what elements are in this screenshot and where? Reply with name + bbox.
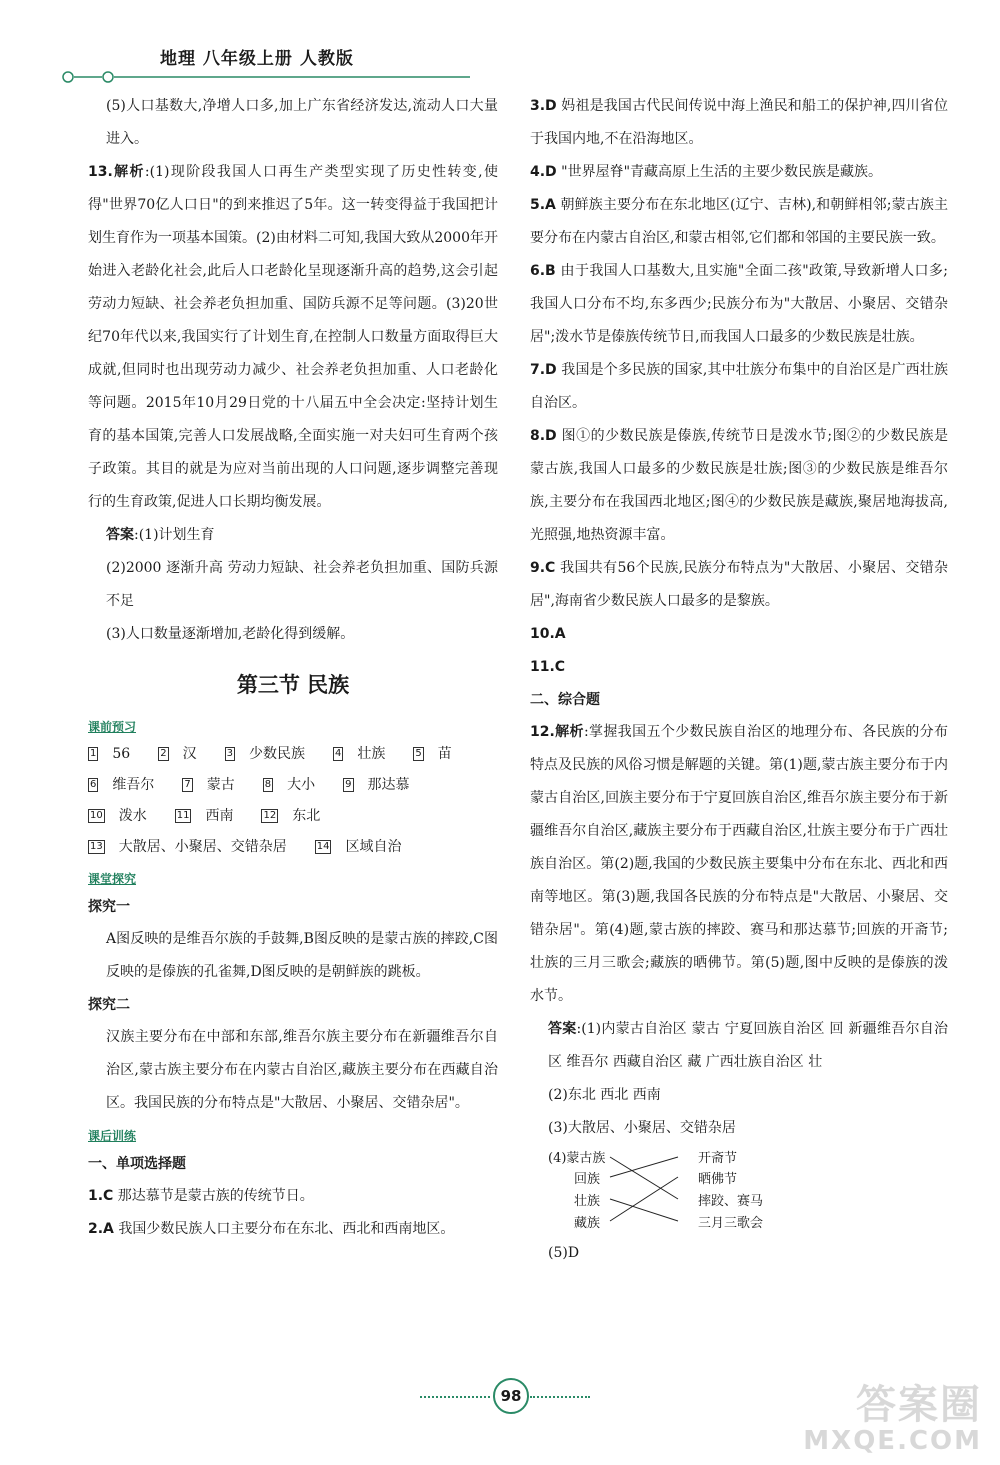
section-title: 第三节 民族: [236, 673, 350, 697]
match-left-4: 藏族: [574, 1216, 601, 1231]
q12-text: :掌握我国五个少数民族自治区的地理分布、各民族的分布特点及民族的风俗习惯是解题的关键。第(1)题,蒙古族主要分布于内蒙古自治区,回族主要分布于宁夏回族自治区,维吾尔族主要分布于新疆维吾尔自治区,藏族主要分布于西藏自治区,壮族主要分布于广西壮族自治区。第(2)题,我国的少数民族主要集中分布在东北、西北和西南等地区。第(3)题,我国各民族的分布特点是"大散居、小聚居、交错杂居"。第(4)题,蒙古族的摔跤、赛马和那达慕节;回族的开斋节;壮族的三月三歌会;藏族的晒佛节。第(5)题,图中反映的是傣族的泼水节。: [530, 724, 948, 1004]
match-right-3: 摔跤、赛马: [698, 1194, 764, 1209]
q8-label: 8.D: [530, 428, 557, 444]
q4-text: "世界屋脊"青藏高原上生活的主要少数民族是藏族。: [556, 164, 883, 180]
pre-item: 14 区域自治: [316, 839, 402, 855]
pre-item: 12 东北: [263, 808, 321, 824]
explore-1-title: 探究一: [88, 899, 130, 915]
q12-answer-2: (2)东北 西北 西南: [548, 1087, 661, 1103]
q5-text: 朝鲜族主要分布在东北地区(辽宁、吉林),和朝鲜相邻;蒙古族主要分布在内蒙古自治区,和蒙古相邻,它们都和邻国的主要民族一致。: [530, 197, 948, 246]
answer-text: :(1)内蒙古自治区 蒙古 宁夏回族自治区 回 新疆维吾尔自治区 维吾尔 西藏自治区 藏 广西壮族自治区 壮: [548, 1021, 948, 1070]
matching-diagram: [548, 1147, 866, 1237]
q1-text: 那达慕节是蒙古族的传统节日。: [113, 1188, 314, 1204]
q13-answer-2: (2)2000 逐渐升高 劳动力短缺、社会养老负担加重、国防兵源不足: [106, 560, 498, 609]
explore-1-text: A图反映的是维吾尔族的手鼓舞,B图反映的是蒙古族的摔跤,C图反映的是傣族的孔雀舞,D图反映的是朝鲜族的跳板。: [106, 931, 498, 980]
answer-label: 答案: [548, 1021, 577, 1037]
footer-dots-left: [420, 1396, 490, 1400]
q9-text: 我国共有56个民族,民族分布特点为"大散居、小聚居、交错杂居",海南省少数民族人口最多的是黎族。: [530, 560, 948, 609]
single-choice-title: 一、单项选择题: [88, 1156, 186, 1172]
q1: [88, 1180, 498, 1213]
pre-item: 2 汉: [160, 746, 197, 762]
q5: [530, 189, 948, 255]
q12-answer-5: (5)D: [548, 1245, 580, 1261]
q13-analysis: [88, 156, 498, 519]
page-number: 98: [493, 1378, 529, 1414]
q1-label: 1.C: [88, 1188, 114, 1204]
answer-13-5: (5)人口基数大,净增人口多,加上广东省经济发达,流动人口大量进入。: [106, 98, 498, 147]
q12-analysis: [530, 716, 948, 1013]
page-footer: [420, 1378, 590, 1418]
pre-study-label: 课前预习: [88, 720, 137, 734]
class-explore-label: 课堂探究: [88, 872, 137, 886]
q10: 10.A: [530, 626, 566, 642]
pre-item: 5 苗: [415, 746, 452, 762]
pre-item: 8 大小: [264, 777, 316, 793]
q8-text: 图①的少数民族是傣族,传统节日是泼水节;图②的少数民族是蒙古族,我国人口最多的少数民族是壮族;图③的少数民族是维吾尔族,主要分布在我国西北地区;图④的少数民族是藏族,聚居地海拔高,光照强,地热资源丰富。: [530, 428, 948, 543]
book-title: 地理 八年级上册 人教版: [160, 49, 354, 69]
q4: [530, 156, 948, 189]
q9-label: 9.C: [530, 560, 556, 576]
match-right-2: 晒佛节: [698, 1172, 738, 1187]
watermark-line-1: 答案圈: [856, 1382, 982, 1428]
explore-2-title: 探究二: [88, 997, 130, 1013]
q13-label: 13.解析: [88, 164, 145, 180]
pre-item: 1 56: [90, 746, 131, 762]
pre-item: 10 泼水: [90, 808, 147, 824]
q9: [530, 552, 948, 618]
q13-text: :(1)现阶段我国人口再生产类型实现了历史性转变,使得"世界70亿人口日"的到来推迟了5年。这一转变得益于我国把计划生育作为一项基本国策。(2)由材料二可知,我国大致从2000年开始进入老龄化社会,此后人口老龄化呈现逐渐升高的趋势,这会引起劳动力短缺、社会养老负担加重、国防兵源不足等问题。(3)20世纪70年代以来,我国实行了计划生育,在控制人口数量方面取得巨大成就,但同时也出现劳动力减少、社会养老负担加重、人口老龄化等问题。2015年10月29日党的十八届五中全会决定:坚持计划生育的基本国策,完善人口发展战略,全面实施一对夫妇可生育两个孩子政策。其目的就是为应对当前出现的人口问题,逐步调整完善现行的生育政策,促进人口长期均衡发展。: [88, 164, 498, 510]
q8: [530, 420, 948, 552]
q7-text: 我国是个多民族的国家,其中壮族分布集中的自治区是广西壮族自治区。: [530, 362, 948, 411]
answer-text: :(1)计划生育: [134, 527, 215, 543]
pre-item: 13 大散居、小聚居、交错杂居: [90, 839, 287, 855]
q11: 11.C: [530, 659, 566, 675]
q5-label: 5.A: [530, 197, 556, 213]
q7-label: 7.D: [530, 362, 557, 378]
pre-item: 3 少数民族: [226, 746, 305, 762]
right-column: [530, 90, 948, 1270]
q12-answer-3: (3)大散居、小聚居、交错杂居: [548, 1120, 736, 1136]
pre-item: 9 那达慕: [345, 777, 410, 793]
q7: [530, 354, 948, 420]
header-rule: [60, 70, 470, 84]
pre-study-items: [88, 739, 498, 863]
pre-item: 11 西南: [176, 808, 234, 824]
footer-dots-right: [530, 1396, 590, 1400]
q12-answer-1: [530, 1013, 948, 1079]
q13-answer-1: [88, 519, 498, 552]
q2: [88, 1213, 498, 1246]
q6-label: 6.B: [530, 263, 556, 279]
match-right-1: 开斋节: [698, 1151, 738, 1166]
match-left-1: (4)蒙古族: [548, 1151, 606, 1166]
q3-text: 妈祖是我国古代民间传说中海上渔民和船工的保护神,四川省位于我国内地,不在沿海地区。: [530, 98, 948, 147]
q4-label: 4.D: [530, 164, 557, 180]
answer-label: 答案: [106, 527, 134, 543]
explore-2-text: 汉族主要分布在中部和东部,维吾尔族主要分布在新疆维吾尔自治区,蒙古族主要分布在内蒙古自治区,藏族主要分布在西藏自治区。我国民族的分布特点是"大散居、小聚居、交错杂居"。: [106, 1029, 498, 1111]
q3: [530, 90, 948, 156]
pre-item: 4 壮族: [334, 746, 386, 762]
match-right-4: 三月三歌会: [698, 1216, 764, 1231]
left-column: [88, 90, 498, 1246]
q6: [530, 255, 948, 354]
q13-answer-3: (3)人口数量逐渐增加,老龄化得到缓解。: [106, 626, 355, 642]
q2-text: 我国少数民族人口主要分布在东北、西北和西南地区。: [113, 1221, 455, 1237]
q3-label: 3.D: [530, 98, 557, 114]
watermark: [803, 1383, 982, 1455]
after-class-label: 课后训练: [88, 1129, 137, 1143]
match-left-3: 壮族: [574, 1194, 601, 1209]
watermark-line-2: MXQE.COM: [803, 1426, 982, 1456]
q2-label: 2.A: [88, 1221, 114, 1237]
q12-label: 12.解析: [530, 724, 584, 740]
comprehensive-title: 二、综合题: [530, 692, 600, 708]
q6-text: 由于我国人口基数大,且实施"全面二孩"政策,导致新增人口多;我国人口分布不均,东多西少;民族分布为"大散居、小聚居、交错杂居";泼水节是傣族传统节日,而我国人口最多的少数民族是壮族。: [530, 263, 948, 345]
match-left-2: 回族: [574, 1172, 601, 1187]
pre-item: 6 维吾尔: [90, 777, 155, 793]
pre-item: 7 蒙古: [184, 777, 235, 793]
page-header: [60, 40, 470, 90]
